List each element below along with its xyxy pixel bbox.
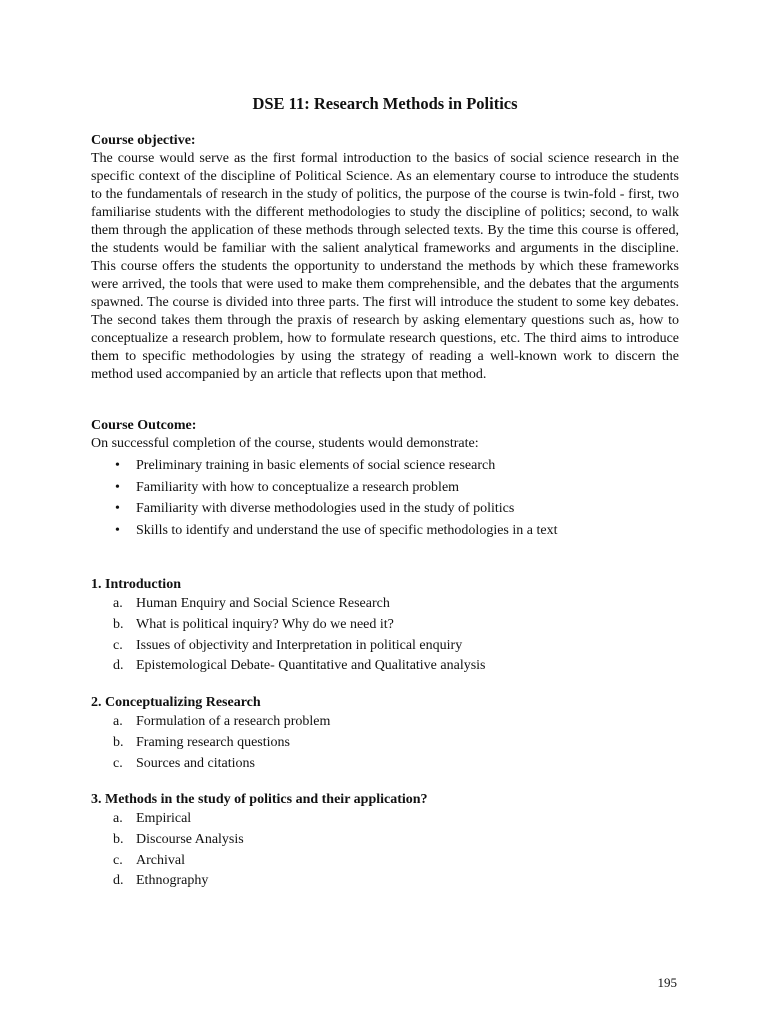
list-item: d. Ethnography — [113, 873, 209, 889]
course-objective-heading: Course objective: — [91, 133, 196, 148]
list-item: • Familiarity with diverse methodologies used in the study of politics — [91, 498, 679, 520]
unit-introduction — [91, 576, 679, 677]
unit-conceptualizing-research — [91, 694, 679, 774]
course-objective-text: The course would serve as the first formal introduction to the basics of social science research in the specific context of the discipline of Political Science. As an elementary course to introduce the students to the fundamentals of research in the study of politics, the purpose of the course is twin-fold - first, two familiarise students with the different methodologies to study the discipline of politics; second, to walk them through the application of these methods through selected texts. By the time this course is offered, the students would be familiar with the salient analytical frameworks and arguments in the discipline. This course offers the students the opportunity to understand the methods by which these frameworks were arrived, the tools that were used to make them comprehensible, and the debates that the arguments spawned. The course is divided into three parts. The first will introduce the student to some key debates. The second takes them through the praxis of research by asking elementary questions such as, how to conceptualize a research problem, how to formulate research questions, etc. The third aims to introduce them to specific methodologies by using the strategy of reading a well-known work to discern the method used accompanied by an article that reflects upon that method. — [91, 151, 679, 382]
unit-topic-list — [91, 594, 679, 677]
list-item: b. Discourse Analysis — [113, 831, 244, 847]
list-item: b. What is political inquiry? Why do we need it? — [113, 616, 394, 632]
course-outcome-heading: Course Outcome: — [91, 418, 197, 433]
unit-topic-list — [91, 809, 679, 892]
bullet-icon: • — [115, 479, 120, 495]
list-item: a. Human Enquiry and Social Science Research — [113, 596, 390, 611]
list-item: c. Archival — [113, 852, 185, 868]
list-item: c. Issues of objectivity and Interpretation in political enquiry — [113, 637, 463, 653]
list-item: d. Epistemological Debate- Quantitative and Qualitative analysis — [113, 658, 486, 674]
unit-topic-list — [91, 712, 679, 774]
list-item: a. Formulation of a research problem — [113, 714, 331, 729]
course-objective-section — [91, 132, 679, 384]
list-item: • Skills to identify and understand the use of specific methodologies in a text — [91, 520, 679, 542]
list-item: c. Sources and citations — [113, 755, 255, 771]
list-item: • Familiarity with how to conceptualize a research problem — [91, 477, 679, 499]
course-outcome-intro: On successful completion of the course, students would demonstrate: — [91, 436, 479, 451]
bullet-icon: • — [115, 458, 120, 473]
bullet-icon: • — [115, 522, 120, 538]
unit-heading: 3. Methods in the study of politics and their application? — [91, 792, 428, 807]
unit-methods — [91, 791, 679, 892]
list-item: • Preliminary training in basic elements of social science research — [91, 455, 679, 477]
list-item: a. Empirical — [113, 811, 192, 826]
course-outcome-list — [91, 455, 679, 541]
bullet-icon: • — [115, 501, 120, 516]
list-item: b. Framing research questions — [113, 734, 290, 750]
page-number: 195 — [657, 975, 677, 990]
unit-heading: 2. Conceptualizing Research — [91, 695, 261, 710]
course-outcome-section — [91, 417, 679, 541]
unit-heading: 1. Introduction — [91, 577, 181, 592]
page-title: DSE 11: Research Methods in Politics — [252, 94, 518, 113]
